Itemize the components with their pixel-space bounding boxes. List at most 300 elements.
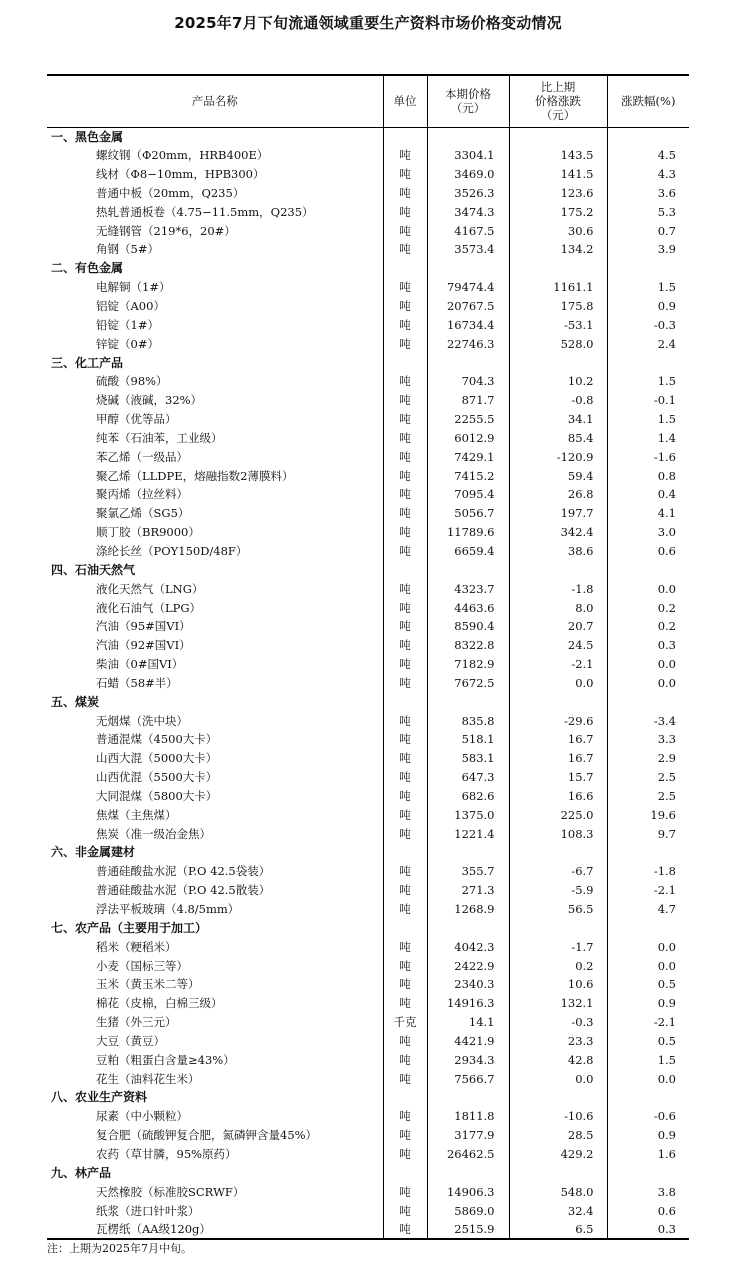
product-name: 玉米（黄玉米二等） — [96, 977, 200, 992]
table-row — [47, 146, 689, 165]
empty-cell — [427, 918, 509, 937]
unit-cell: 吨 — [383, 372, 427, 391]
price-cell: 7429.1 — [427, 447, 509, 466]
change-cell: 197.7 — [509, 504, 607, 523]
table-row — [47, 391, 689, 410]
pct-cell: 0.0 — [607, 1069, 689, 1088]
table-row — [47, 485, 689, 504]
empty-cell — [427, 1088, 509, 1107]
product-name: 聚丙烯（拉丝料） — [96, 487, 188, 502]
table-row — [47, 805, 689, 824]
pct-cell: 2.5 — [607, 768, 689, 787]
product-name: 焦煤（主焦煤） — [96, 807, 177, 822]
pct-cell: -0.6 — [607, 1107, 689, 1126]
pct-cell: 0.2 — [607, 617, 689, 636]
change-cell: 429.2 — [509, 1145, 607, 1164]
table-row — [47, 165, 689, 184]
unit-cell: 吨 — [383, 673, 427, 692]
empty-cell — [383, 560, 427, 579]
empty-cell — [509, 560, 607, 579]
product-name: 复合肥（硫酸钾复合肥，氮磷钾含量45%） — [96, 1128, 318, 1143]
change-cell: -2.1 — [509, 655, 607, 674]
unit-cell: 吨 — [383, 881, 427, 900]
table-body — [47, 127, 689, 1239]
empty-cell — [607, 1163, 689, 1182]
pct-cell: 1.4 — [607, 429, 689, 448]
pct-cell: -1.8 — [607, 862, 689, 881]
section-title: 九、林产品 — [51, 1165, 112, 1180]
table-row — [47, 202, 689, 221]
table-row — [47, 523, 689, 542]
section-row — [47, 843, 689, 862]
section-title: 六、非金属建材 — [51, 845, 136, 860]
change-cell: 0.0 — [509, 1069, 607, 1088]
product-name: 铅锭（1#） — [96, 317, 159, 332]
pct-cell: 3.8 — [607, 1182, 689, 1201]
pct-cell: -2.1 — [607, 1013, 689, 1032]
product-name: 无缝钢管（219*6，20#） — [96, 223, 236, 238]
price-cell: 7415.2 — [427, 466, 509, 485]
empty-cell — [607, 259, 689, 278]
price-cell: 2340.3 — [427, 975, 509, 994]
table-row — [47, 240, 689, 259]
change-cell: -10.6 — [509, 1107, 607, 1126]
empty-cell — [607, 692, 689, 711]
change-cell: 175.8 — [509, 297, 607, 316]
product-name: 聚乙烯（LLDPE，熔融指数2薄膜料） — [96, 468, 294, 483]
product-name: 山西优混（5500大卡） — [96, 770, 218, 785]
pct-cell: 0.7 — [607, 221, 689, 240]
empty-cell — [427, 259, 509, 278]
product-name: 石蜡（58#半） — [96, 675, 178, 690]
change-cell: -29.6 — [509, 711, 607, 730]
price-cell: 16734.4 — [427, 315, 509, 334]
price-cell: 647.3 — [427, 768, 509, 787]
section-title: 五、煤炭 — [51, 694, 100, 709]
price-table — [47, 74, 689, 1240]
pct-cell: 0.0 — [607, 673, 689, 692]
product-name: 烧碱（液碱，32%） — [96, 393, 203, 408]
pct-cell: -0.3 — [607, 315, 689, 334]
product-name: 稻米（粳稻米） — [96, 939, 177, 954]
empty-cell — [509, 1163, 607, 1182]
pct-cell: 1.5 — [607, 372, 689, 391]
table-row — [47, 787, 689, 806]
section-row — [47, 353, 689, 372]
empty-cell — [509, 259, 607, 278]
header-change: 比上期 价格涨跌 （元） — [509, 75, 607, 127]
unit-cell: 吨 — [383, 297, 427, 316]
pct-cell: 2.4 — [607, 334, 689, 353]
price-cell: 4463.6 — [427, 598, 509, 617]
unit-cell: 吨 — [383, 202, 427, 221]
product-name: 硫酸（98%） — [96, 374, 168, 389]
price-cell: 4421.9 — [427, 1032, 509, 1051]
change-cell: 59.4 — [509, 466, 607, 485]
change-cell: -53.1 — [509, 315, 607, 334]
empty-cell — [607, 918, 689, 937]
change-cell: 24.5 — [509, 636, 607, 655]
price-cell: 2422.9 — [427, 956, 509, 975]
table-row — [47, 937, 689, 956]
section-row — [47, 692, 689, 711]
section-row — [47, 1163, 689, 1182]
product-name: 普通硅酸盐水泥（P.O 42.5袋装） — [96, 864, 271, 879]
product-name: 棉花（皮棉，白棉三级） — [96, 996, 223, 1011]
section-row — [47, 560, 689, 579]
empty-cell — [427, 843, 509, 862]
change-cell: 6.5 — [509, 1220, 607, 1239]
empty-cell — [607, 353, 689, 372]
pct-cell: 4.1 — [607, 504, 689, 523]
unit-cell: 吨 — [383, 749, 427, 768]
change-cell: -0.3 — [509, 1013, 607, 1032]
change-cell: 10.6 — [509, 975, 607, 994]
pct-cell: 2.5 — [607, 787, 689, 806]
price-cell: 835.8 — [427, 711, 509, 730]
empty-cell — [427, 560, 509, 579]
unit-cell: 吨 — [383, 1032, 427, 1051]
empty-cell — [383, 1088, 427, 1107]
product-name: 铝锭（A00） — [96, 299, 165, 314]
table-row — [47, 504, 689, 523]
empty-cell — [509, 353, 607, 372]
product-name: 天然橡胶（标准胶SCRWF） — [96, 1184, 245, 1199]
table-row — [47, 994, 689, 1013]
pct-cell: 1.5 — [607, 1050, 689, 1069]
change-cell: 123.6 — [509, 184, 607, 203]
table-row — [47, 730, 689, 749]
change-cell: -1.7 — [509, 937, 607, 956]
pct-cell: -1.6 — [607, 447, 689, 466]
change-cell: 108.3 — [509, 824, 607, 843]
pct-cell: 0.3 — [607, 636, 689, 655]
pct-cell: 19.6 — [607, 805, 689, 824]
change-cell: 16.6 — [509, 787, 607, 806]
product-name: 柴油（0#国VI） — [96, 657, 184, 672]
change-cell: 10.2 — [509, 372, 607, 391]
unit-cell: 吨 — [383, 1069, 427, 1088]
pct-cell: -3.4 — [607, 711, 689, 730]
section-title: 一、黑色金属 — [51, 129, 124, 144]
change-cell: 141.5 — [509, 165, 607, 184]
product-name: 液化天然气（LNG） — [96, 581, 204, 596]
unit-cell: 吨 — [383, 711, 427, 730]
price-cell: 871.7 — [427, 391, 509, 410]
section-row — [47, 127, 689, 146]
table-row — [47, 447, 689, 466]
pct-cell: 0.0 — [607, 655, 689, 674]
table-row — [47, 372, 689, 391]
price-cell: 1221.4 — [427, 824, 509, 843]
pct-cell: 0.6 — [607, 1201, 689, 1220]
unit-cell: 吨 — [383, 466, 427, 485]
table-row — [47, 429, 689, 448]
product-name: 顺丁胶（BR9000） — [96, 525, 200, 540]
price-cell: 7566.7 — [427, 1069, 509, 1088]
page-title: 2025年7月下旬流通领域重要生产资料市场价格变动情况 — [174, 14, 562, 32]
unit-cell: 吨 — [383, 334, 427, 353]
product-name: 热轧普通板卷（4.75−11.5mm，Q235） — [96, 204, 314, 219]
price-cell: 1811.8 — [427, 1107, 509, 1126]
unit-cell: 吨 — [383, 956, 427, 975]
price-cell: 4167.5 — [427, 221, 509, 240]
change-cell: 143.5 — [509, 146, 607, 165]
change-cell: 134.2 — [509, 240, 607, 259]
unit-cell: 吨 — [383, 542, 427, 561]
table-row — [47, 542, 689, 561]
empty-cell — [607, 560, 689, 579]
unit-cell: 吨 — [383, 1145, 427, 1164]
change-cell: 132.1 — [509, 994, 607, 1013]
pct-cell: 1.5 — [607, 410, 689, 429]
pct-cell: 0.2 — [607, 598, 689, 617]
product-name: 锌锭（0#） — [96, 336, 159, 351]
product-name: 汽油（95#国VI） — [96, 619, 191, 634]
section-row — [47, 259, 689, 278]
table-row — [47, 956, 689, 975]
product-name: 浮法平板玻璃（4.8/5mm） — [96, 902, 240, 917]
table-row — [47, 711, 689, 730]
header-name: 产品名称 — [47, 75, 383, 127]
table-row — [47, 410, 689, 429]
pct-cell: 0.0 — [607, 956, 689, 975]
unit-cell: 吨 — [383, 787, 427, 806]
unit-cell: 吨 — [383, 146, 427, 165]
unit-cell: 吨 — [383, 579, 427, 598]
empty-cell — [509, 127, 607, 146]
product-name: 苯乙烯（一级品） — [96, 449, 188, 464]
product-name: 涤纶长丝（POY150D/48F） — [96, 543, 248, 558]
unit-cell: 吨 — [383, 937, 427, 956]
product-name: 液化石油气（LPG） — [96, 600, 202, 615]
price-cell: 3304.1 — [427, 146, 509, 165]
footnote: 注：上期为2025年7月中旬。 — [47, 1242, 192, 1255]
change-cell: 42.8 — [509, 1050, 607, 1069]
price-cell: 11789.6 — [427, 523, 509, 542]
pct-cell: 0.0 — [607, 937, 689, 956]
table-row — [47, 636, 689, 655]
unit-cell: 吨 — [383, 636, 427, 655]
change-cell: 342.4 — [509, 523, 607, 542]
price-cell: 1268.9 — [427, 900, 509, 919]
unit-cell: 吨 — [383, 1201, 427, 1220]
empty-cell — [427, 127, 509, 146]
change-cell: 38.6 — [509, 542, 607, 561]
section-row — [47, 918, 689, 937]
price-cell: 704.3 — [427, 372, 509, 391]
unit-cell: 吨 — [383, 165, 427, 184]
unit-cell: 吨 — [383, 975, 427, 994]
unit-cell: 吨 — [383, 900, 427, 919]
price-cell: 5056.7 — [427, 504, 509, 523]
unit-cell: 吨 — [383, 315, 427, 334]
table-row — [47, 1182, 689, 1201]
header-pct: 涨跌幅(%) — [607, 75, 689, 127]
unit-cell: 吨 — [383, 805, 427, 824]
unit-cell: 吨 — [383, 221, 427, 240]
empty-cell — [383, 843, 427, 862]
empty-cell — [427, 692, 509, 711]
product-name: 大同混煤（5800大卡） — [96, 788, 218, 803]
product-name: 普通硅酸盐水泥（P.O 42.5散装） — [96, 883, 271, 898]
price-cell: 682.6 — [427, 787, 509, 806]
header-price: 本期价格 （元） — [427, 75, 509, 127]
change-cell: 26.8 — [509, 485, 607, 504]
empty-cell — [383, 692, 427, 711]
table-row — [47, 1032, 689, 1051]
unit-cell: 吨 — [383, 410, 427, 429]
table-row — [47, 673, 689, 692]
unit-cell: 吨 — [383, 1107, 427, 1126]
price-cell: 518.1 — [427, 730, 509, 749]
price-cell: 26462.5 — [427, 1145, 509, 1164]
product-name: 纯苯（石油苯，工业级） — [96, 430, 223, 445]
product-name: 山西大混（5000大卡） — [96, 751, 218, 766]
pct-cell: 3.6 — [607, 184, 689, 203]
pct-cell: 0.3 — [607, 1220, 689, 1239]
table-row — [47, 334, 689, 353]
section-title: 七、农产品（主要用于加工） — [51, 920, 208, 935]
unit-cell: 吨 — [383, 485, 427, 504]
table-row — [47, 749, 689, 768]
empty-cell — [383, 127, 427, 146]
table-row — [47, 466, 689, 485]
empty-cell — [427, 353, 509, 372]
change-cell: -1.8 — [509, 579, 607, 598]
unit-cell: 吨 — [383, 994, 427, 1013]
pct-cell: 0.9 — [607, 297, 689, 316]
price-cell: 4323.7 — [427, 579, 509, 598]
table-row — [47, 1069, 689, 1088]
pct-cell: 3.0 — [607, 523, 689, 542]
unit-cell: 千克 — [383, 1013, 427, 1032]
pct-cell: 5.3 — [607, 202, 689, 221]
unit-cell: 吨 — [383, 768, 427, 787]
table-row — [47, 881, 689, 900]
change-cell: 85.4 — [509, 429, 607, 448]
table-row — [47, 1201, 689, 1220]
empty-cell — [383, 918, 427, 937]
unit-cell: 吨 — [383, 598, 427, 617]
unit-cell: 吨 — [383, 617, 427, 636]
pct-cell: 0.9 — [607, 1126, 689, 1145]
pct-cell: 0.4 — [607, 485, 689, 504]
table-row — [47, 598, 689, 617]
product-name: 普通混煤（4500大卡） — [96, 732, 218, 747]
unit-cell: 吨 — [383, 523, 427, 542]
pct-cell: 0.5 — [607, 975, 689, 994]
change-cell: 56.5 — [509, 900, 607, 919]
section-title: 三、化工产品 — [51, 355, 124, 370]
unit-cell: 吨 — [383, 391, 427, 410]
price-cell: 14916.3 — [427, 994, 509, 1013]
unit-cell: 吨 — [383, 278, 427, 297]
table-header-row — [47, 75, 689, 127]
table-row — [47, 1220, 689, 1239]
price-cell: 355.7 — [427, 862, 509, 881]
price-cell: 1375.0 — [427, 805, 509, 824]
pct-cell: -0.1 — [607, 391, 689, 410]
price-cell: 5869.0 — [427, 1201, 509, 1220]
empty-cell — [509, 1088, 607, 1107]
empty-cell — [607, 843, 689, 862]
table-row — [47, 1013, 689, 1032]
product-name: 纸浆（进口针叶浆） — [96, 1203, 200, 1218]
pct-cell: 0.0 — [607, 579, 689, 598]
unit-cell: 吨 — [383, 862, 427, 881]
table-row — [47, 655, 689, 674]
change-cell: 0.2 — [509, 956, 607, 975]
unit-cell: 吨 — [383, 1182, 427, 1201]
price-cell: 3474.3 — [427, 202, 509, 221]
change-cell: -120.9 — [509, 447, 607, 466]
pct-cell: 0.8 — [607, 466, 689, 485]
price-cell: 14.1 — [427, 1013, 509, 1032]
empty-cell — [607, 127, 689, 146]
unit-cell: 吨 — [383, 655, 427, 674]
unit-cell: 吨 — [383, 184, 427, 203]
unit-cell: 吨 — [383, 1050, 427, 1069]
table-row — [47, 617, 689, 636]
product-name: 电解铜（1#） — [96, 280, 171, 295]
price-cell: 3573.4 — [427, 240, 509, 259]
table-row — [47, 975, 689, 994]
change-cell: 225.0 — [509, 805, 607, 824]
price-cell: 271.3 — [427, 881, 509, 900]
price-cell: 8590.4 — [427, 617, 509, 636]
empty-cell — [383, 353, 427, 372]
product-name: 线材（Φ8−10mm，HPB300） — [96, 167, 265, 182]
change-cell: 16.7 — [509, 730, 607, 749]
change-cell: 548.0 — [509, 1182, 607, 1201]
product-name: 聚氯乙烯（SG5） — [96, 506, 190, 521]
price-cell: 3469.0 — [427, 165, 509, 184]
unit-cell: 吨 — [383, 240, 427, 259]
price-cell: 2934.3 — [427, 1050, 509, 1069]
change-cell: 528.0 — [509, 334, 607, 353]
table-row — [47, 1107, 689, 1126]
unit-cell: 吨 — [383, 824, 427, 843]
product-name: 汽油（92#国VI） — [96, 638, 191, 653]
price-cell: 7095.4 — [427, 485, 509, 504]
product-name: 角钢（5#） — [96, 242, 159, 257]
price-cell: 2255.5 — [427, 410, 509, 429]
unit-cell: 吨 — [383, 504, 427, 523]
pct-cell: 1.5 — [607, 278, 689, 297]
pct-cell: 1.6 — [607, 1145, 689, 1164]
empty-cell — [383, 1163, 427, 1182]
unit-cell: 吨 — [383, 447, 427, 466]
pct-cell: 3.9 — [607, 240, 689, 259]
table-row — [47, 900, 689, 919]
change-cell: -6.7 — [509, 862, 607, 881]
change-cell: 1161.1 — [509, 278, 607, 297]
table-row — [47, 1145, 689, 1164]
product-name: 豆粕（粗蛋白含量≥43%） — [96, 1052, 235, 1067]
change-cell: -5.9 — [509, 881, 607, 900]
price-cell: 20767.5 — [427, 297, 509, 316]
price-cell: 583.1 — [427, 749, 509, 768]
change-cell: 8.0 — [509, 598, 607, 617]
change-cell: 23.3 — [509, 1032, 607, 1051]
table-row — [47, 184, 689, 203]
price-cell: 6012.9 — [427, 429, 509, 448]
empty-cell — [509, 918, 607, 937]
product-name: 花生（油料花生米） — [96, 1071, 200, 1086]
unit-cell: 吨 — [383, 1126, 427, 1145]
pct-cell: 4.5 — [607, 146, 689, 165]
